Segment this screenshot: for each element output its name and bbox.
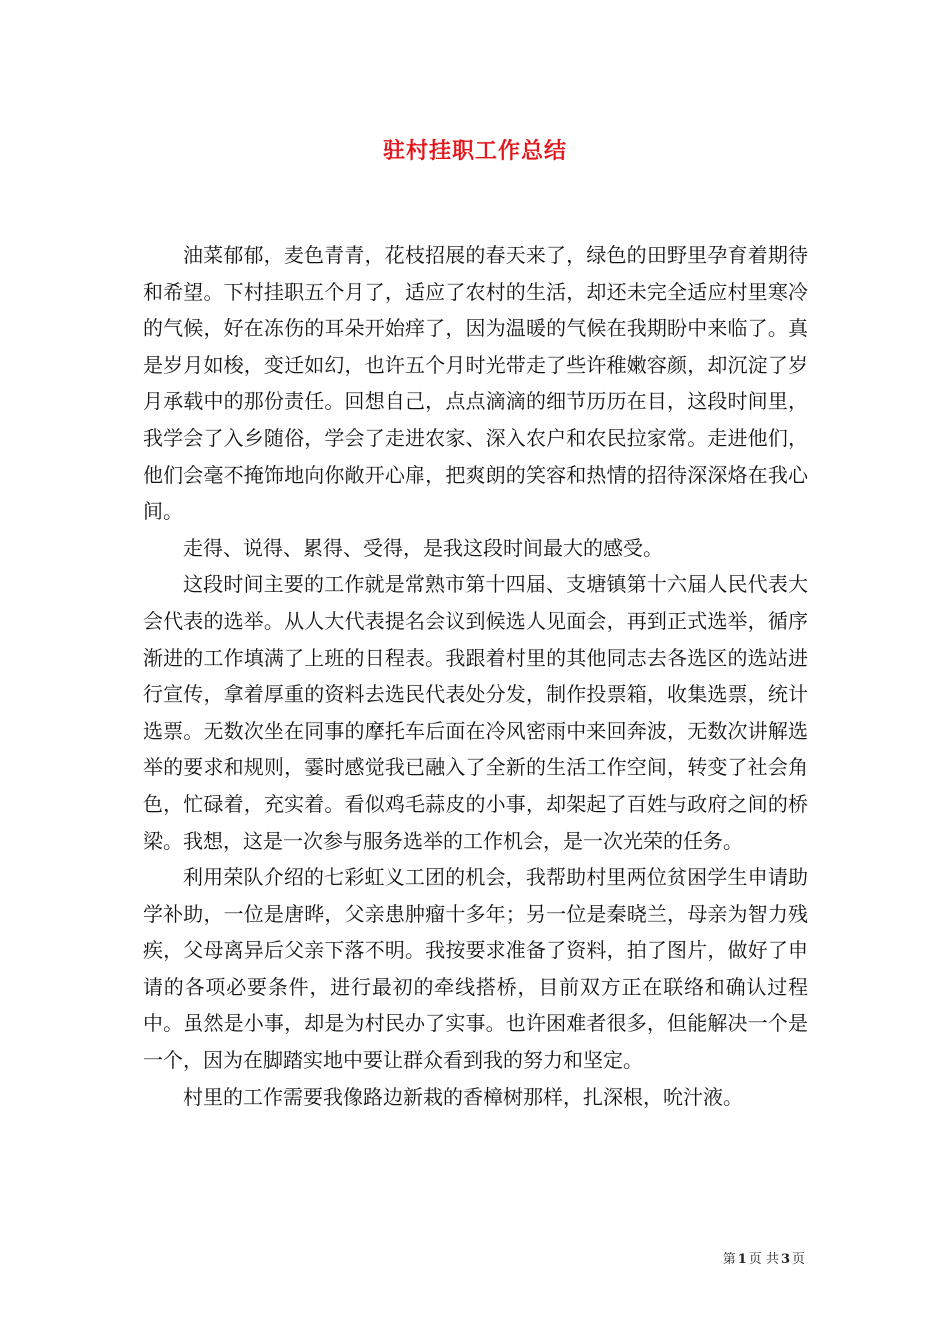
document-title: 驻村挂职工作总结: [382, 138, 567, 164]
paragraph: 这段时间主要的工作就是常熟市第十四届、支塘镇第十六届人民代表大会代表的选举。从人大代表提名会议到候选人见面会，再到正式选举，循序渐进的工作填满了上班的日程表。我跟着村里的其他同志去各选区的选站进行宣传，拿着厚重的资料去选民代表处分发，制作投票箱，收集选票，统计选票。无数次坐在同事的摩托车后面在冷风密雨中来回奔波，无数次讲解选举的要求和规则，霎时感觉我已融入了全新的生活工作空间，转变了社会角色，忙碌着，充实着。看似鸡毛蒜皮的小事，却架起了百姓与政府之间的桥梁。我想，这是一次参与服务选举的工作机会，是一次光荣的任务。: [143, 572, 808, 853]
total-page-number: 3: [780, 1252, 790, 1267]
paragraph: 村里的工作需要我像路边新栽的香樟树那样，扎深根，吮汁液。: [183, 1084, 743, 1109]
page-footer: [723, 1248, 805, 1267]
document-body: [143, 237, 808, 1115]
current-page-number: 1: [737, 1252, 747, 1267]
footer-middle: 页 共: [748, 1252, 779, 1267]
footer-suffix: 页: [791, 1252, 805, 1267]
paragraph: 走得、说得、累得、受得，是我这段时间最大的感受。: [183, 535, 663, 560]
paragraph: 利用荣队介绍的七彩虹义工团的机会，我帮助村里两位贫困学生申请助学补助，一位是唐晔，父亲患肿瘤十多年；另一位是秦晓兰，母亲为智力残疾，父母离异后父亲下落不明。我按要求准备了资料，拍了图片，做好了申请的各项必要条件，进行最初的牵线搭桥，目前双方正在联络和确认过程中。虽然是小事，却是为村民办了实事。也许困难者很多，但能解决一个是一个，因为在脚踏实地中要让群众看到我的努力和坚定。: [143, 865, 808, 1073]
paragraph: 油菜郁郁，麦色青青，花枝招展的春天来了，绿色的田野里孕育着期待和希望。下村挂职五个月了，适应了农村的生活，却还未完全适应村里寒冷的气候，好在冻伤的耳朵开始痒了，因为温暖的气候在我期盼中来临了。真是岁月如梭，变迁如幻，也许五个月时光带走了些许稚嫩容颜，却沉淀了岁月承载中的那份责任。回想自己，点点滴滴的细节历历在目，这段时间里，我学会了入乡随俗，学会了走进农家、深入农户和农民拉家常。走进他们，他们会毫不掩饰地向你敞开心扉，把爽朗的笑容和热情的招待深深烙在我心间。: [143, 243, 808, 524]
footer-prefix: 第: [722, 1252, 736, 1267]
